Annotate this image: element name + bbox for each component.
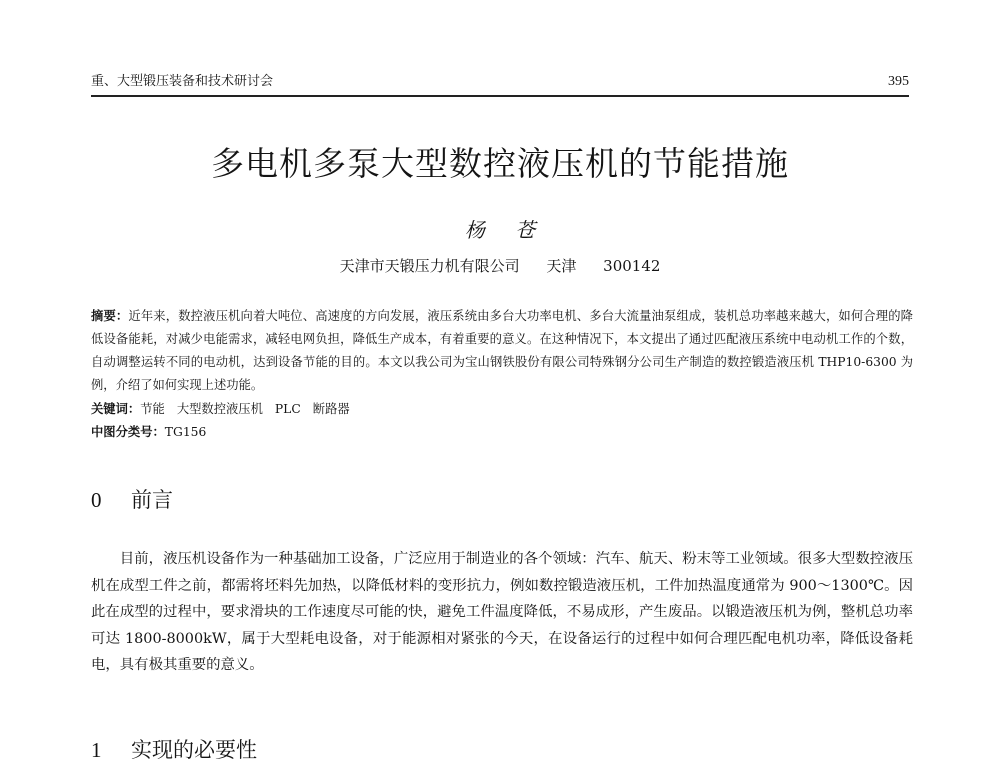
abstract-text: 近年来，数控液压机向着大吨位、高速度的方向发展，液压系统由多台大功率电机、多台大流量油泵组成，装机总功率越来越大，如何合理的降低设备能耗，对减少电能需求，减轻电网负担，降低生产成本，有着重要的意义。在这种情况下，本文提出了通过匹配液压系统中电动机工作的个数，自动调整运转不同的电动机，达到设备节能的目的。本文以我公司为宝山钢铁股份有限公司特殊钢分公司生产制造的数控锻造液压机 THP10-6300 为例，介绍了如何实现上述功能。 (91, 309, 913, 392)
section-number: 1 (91, 738, 102, 762)
keyword: 节能 (140, 402, 165, 416)
keywords-label: 关键词： (91, 401, 141, 416)
affiliation-organization: 天津市天锻压力机有限公司 (339, 257, 520, 275)
section-number: 0 (91, 488, 102, 512)
page-number: 395 (888, 74, 909, 89)
body-paragraph: 目前，液压机设备作为一种基础加工设备，广泛应用于制造业的各个领域：汽车、航天、粉末等工业领域。很多大型数控液压机在成型工件之前，都需将坯料先加热，以降低材料的变形抗力，例如数控锻造液压机，工件加热温度通常为 900～1300℃。因此在成型的过程中，要求滑块的工作速度尽可能的快，避免工件温度降低，不易成形，产生废品。以锻造液压机为例，整机总功率可达 1800-8000kW，属于大型耗电设备，对于能源相对紧张的今天，在设备运行的过程中如何合理匹配电机功率，降低设备耗电，具有极其重要的意义。 (91, 551, 913, 673)
keyword: PLC (274, 402, 301, 416)
section-title: 实现的必要性 (131, 738, 257, 762)
running-head (91, 71, 909, 93)
author-name: 杨 苍 (464, 218, 548, 242)
section-heading (91, 485, 173, 515)
header-rule (91, 95, 909, 97)
keywords (91, 397, 913, 421)
abstract (91, 304, 913, 397)
affiliation-postcode: 300142 (603, 257, 661, 275)
section-heading (91, 735, 257, 765)
abstract-label: 摘要： (91, 308, 129, 323)
keyword: 断路器 (312, 402, 350, 416)
affiliation (0, 254, 1000, 278)
affiliation-city: 天津 (546, 257, 577, 275)
clc-value: TG156 (164, 425, 207, 439)
paper-title: 多电机多泵大型数控液压机的节能措施 (211, 144, 789, 183)
classification-number (91, 420, 913, 444)
journal-name: 重、大型锻压装备和技术研讨会 (91, 74, 274, 89)
keyword: 大型数控液压机 (176, 402, 263, 416)
clc-label: 中图分类号： (91, 424, 165, 439)
section-title: 前言 (131, 488, 173, 512)
